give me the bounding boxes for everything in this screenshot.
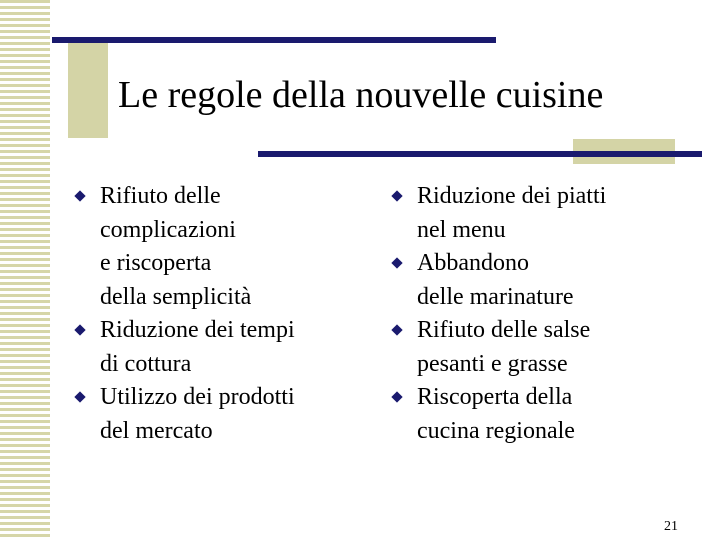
list-item-line: Riduzione dei tempi — [100, 317, 295, 343]
diamond-bullet-icon — [74, 324, 85, 335]
page-number: 21 — [664, 519, 678, 534]
left-bullet-list — [76, 180, 346, 448]
list-item — [393, 381, 693, 448]
list-item-line: Rifiuto delle salse — [417, 317, 591, 343]
slide-title: Le regole della nouvelle cuisine — [118, 74, 604, 116]
diamond-bullet-icon — [391, 391, 402, 402]
list-item — [76, 314, 346, 381]
list-item — [76, 180, 346, 314]
list-item — [393, 180, 693, 247]
decorative-stripes — [0, 0, 50, 540]
list-item-line: e riscoperta — [100, 250, 212, 276]
diamond-bullet-icon — [391, 324, 402, 335]
list-item-line: Riscoperta della — [417, 384, 573, 410]
list-item-line: pesanti e grasse — [417, 350, 568, 377]
list-item-line: cucina regionale — [417, 417, 575, 444]
right-bullet-list — [393, 180, 693, 448]
list-item-line: Riduzione dei piatti — [417, 183, 607, 209]
title-accent-bar — [52, 37, 496, 43]
list-item-line: del mercato — [100, 417, 213, 444]
list-item — [76, 381, 346, 448]
diamond-bullet-icon — [74, 190, 85, 201]
list-item-line: delle marinature — [417, 283, 574, 310]
list-item-line: Rifiuto delle — [100, 183, 221, 209]
separator-bar — [258, 151, 702, 157]
list-item — [393, 247, 693, 314]
list-item-line: della semplicità — [100, 283, 252, 310]
list-item — [393, 314, 693, 381]
diamond-bullet-icon — [74, 391, 85, 402]
list-item-line: Utilizzo dei prodotti — [100, 384, 295, 410]
diamond-bullet-icon — [391, 190, 402, 201]
diamond-bullet-icon — [391, 257, 402, 268]
list-item-line: nel menu — [417, 216, 506, 243]
list-item-line: di cottura — [100, 350, 192, 377]
list-item-line: Abbandono — [417, 250, 529, 276]
title-accent-block — [68, 40, 108, 138]
list-item-line: complicazioni — [100, 216, 236, 243]
